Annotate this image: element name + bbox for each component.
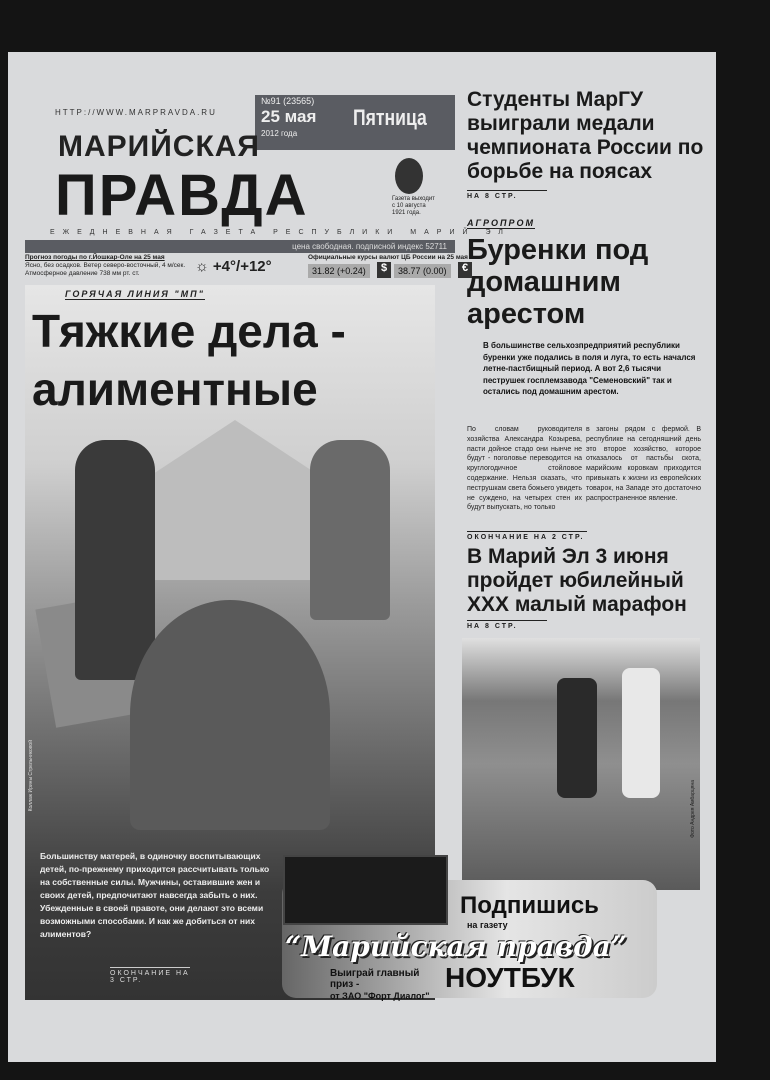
runner-figure bbox=[557, 678, 597, 798]
usd-rate: 31.82 (+0.24) bbox=[308, 264, 370, 278]
collage-credit: Коллаж Ирины Стрельниковой bbox=[28, 740, 34, 812]
cows-headline: Буренки под домашним арестом bbox=[467, 234, 649, 330]
students-headline: Студенты МарГУ выиграли медали чемпионата России по борьбе на поясах bbox=[467, 88, 704, 183]
ad-laptop: НОУТБУК bbox=[445, 962, 575, 993]
boy-figure bbox=[130, 600, 330, 830]
laptop-image bbox=[283, 855, 448, 925]
euro-icon: € bbox=[458, 262, 472, 278]
marathon-ref: НА 8 СТР. bbox=[467, 620, 547, 630]
price-bar: цена свободная. подписной индекс 52711 bbox=[25, 240, 455, 253]
cows-continued: ОКОНЧАНИЕ НА 2 СТР. bbox=[467, 531, 587, 541]
cows-lead: В большинстве сельхозпредприятий республики буренки уже подались в поля и луга, то есть начался летне-пастбищный период. А вот 2,6 тысячи пеструшек госплемзавода "Семеновский" так и остались под домашним арестом. bbox=[483, 341, 696, 396]
weather-heading: Прогноз погоды по г.Йошкар-Оле на 25 мая bbox=[25, 254, 165, 261]
main-lead: Большинству матерей, в одиночку воспитывающих детей, по-прежнему приходится рассчитывать только на собственные силы. Мужчины, оставившие жен и своих детей, предпочитают навсегда забыть о них. Убежденные в своей правоте, они делают это всеми возможными способами. И как же добиться от них алиментов? bbox=[40, 851, 270, 939]
founded-note: Газета выходит с 10 августа 1921 года. bbox=[392, 196, 435, 216]
ad-subscribe: Подпишись bbox=[460, 892, 599, 919]
cows-column-2: в загоны рядом с фермой. В республике на сегодняшний день это второе хозяйство, которое отказалось от пастьбы скота, марийским коровкам приходится привыкать к жизни из европейских товарок, на Западе это достаточно распространенное явление. bbox=[586, 426, 701, 502]
woman-figure bbox=[310, 440, 390, 620]
ad-to-newspaper: на газету bbox=[467, 920, 508, 930]
issue-number: №91 (23565) bbox=[261, 96, 315, 106]
cows-column-1: По словам руководителя хозяйства Александра Козырева, пасти дойное стадо они нынче не будут - поголовье переводится на круглогодичное стойловое содержание. Нельзя сказать, что пеструшкам света божьего увидеть не суждено, на четырех стен их будут выпускать, но только bbox=[467, 426, 582, 512]
main-headline: Тяжкие дела - алиментные bbox=[32, 305, 346, 415]
weather-forecast bbox=[25, 254, 190, 278]
title-line-2: ПРАВДА bbox=[55, 163, 309, 228]
ad-newspaper-name: “Марийская правда” bbox=[285, 930, 627, 963]
date-box bbox=[255, 95, 455, 150]
ad-sponsor: от ЗАО "Форт Диалог" bbox=[330, 991, 430, 1001]
agro-rubric: АГРОПРОМ bbox=[467, 218, 536, 228]
temperature-value: +4°/+12° bbox=[212, 258, 272, 275]
main-rubric: ГОРЯЧАЯ ЛИНИЯ "МП" bbox=[65, 289, 205, 299]
eur-rate: 38.77 (0.00) bbox=[394, 264, 451, 278]
title-line-1: МАРИЙСКАЯ bbox=[58, 130, 260, 163]
runner-figure bbox=[622, 668, 660, 798]
marathon-photo bbox=[462, 638, 700, 890]
rates-heading: Официальные курсы валют ЦБ России на 25 мая bbox=[308, 254, 468, 261]
emblem-icon bbox=[395, 158, 423, 194]
weather-text: Ясно, без осадков. Ветер северо-восточный, 4 м/сек. Атмосферное давление 738 мм рт. ст. bbox=[25, 262, 186, 277]
issue-date: 25 мая bbox=[261, 107, 317, 126]
temperature bbox=[195, 258, 272, 275]
masthead-subtitle: ЕЖЕДНЕВНАЯ ГАЗЕТА РЕСПУБЛИКИ МАРИЙ ЭЛ bbox=[50, 229, 511, 236]
students-ref: НА 8 СТР. bbox=[467, 190, 547, 200]
marathon-headline: В Марий Эл 3 июня пройдет юбилейный XXX малый марафон bbox=[467, 545, 687, 616]
weekday: Пятница bbox=[353, 105, 427, 130]
man-figure bbox=[75, 440, 155, 680]
sun-icon: ☼ bbox=[195, 258, 213, 275]
issue-year: 2012 года bbox=[261, 129, 298, 138]
dollar-icon: $ bbox=[377, 262, 391, 278]
marathon-photo-credit: Фото Андрея Амбарцяна bbox=[690, 780, 696, 838]
website-url[interactable]: HTTP://WWW.MARPRAVDA.RU bbox=[55, 108, 217, 117]
ad-win-prize: Выиграй главный приз - bbox=[330, 968, 420, 990]
main-continued: ОКОНЧАНИЕ НА 3 СТР. bbox=[110, 967, 190, 984]
